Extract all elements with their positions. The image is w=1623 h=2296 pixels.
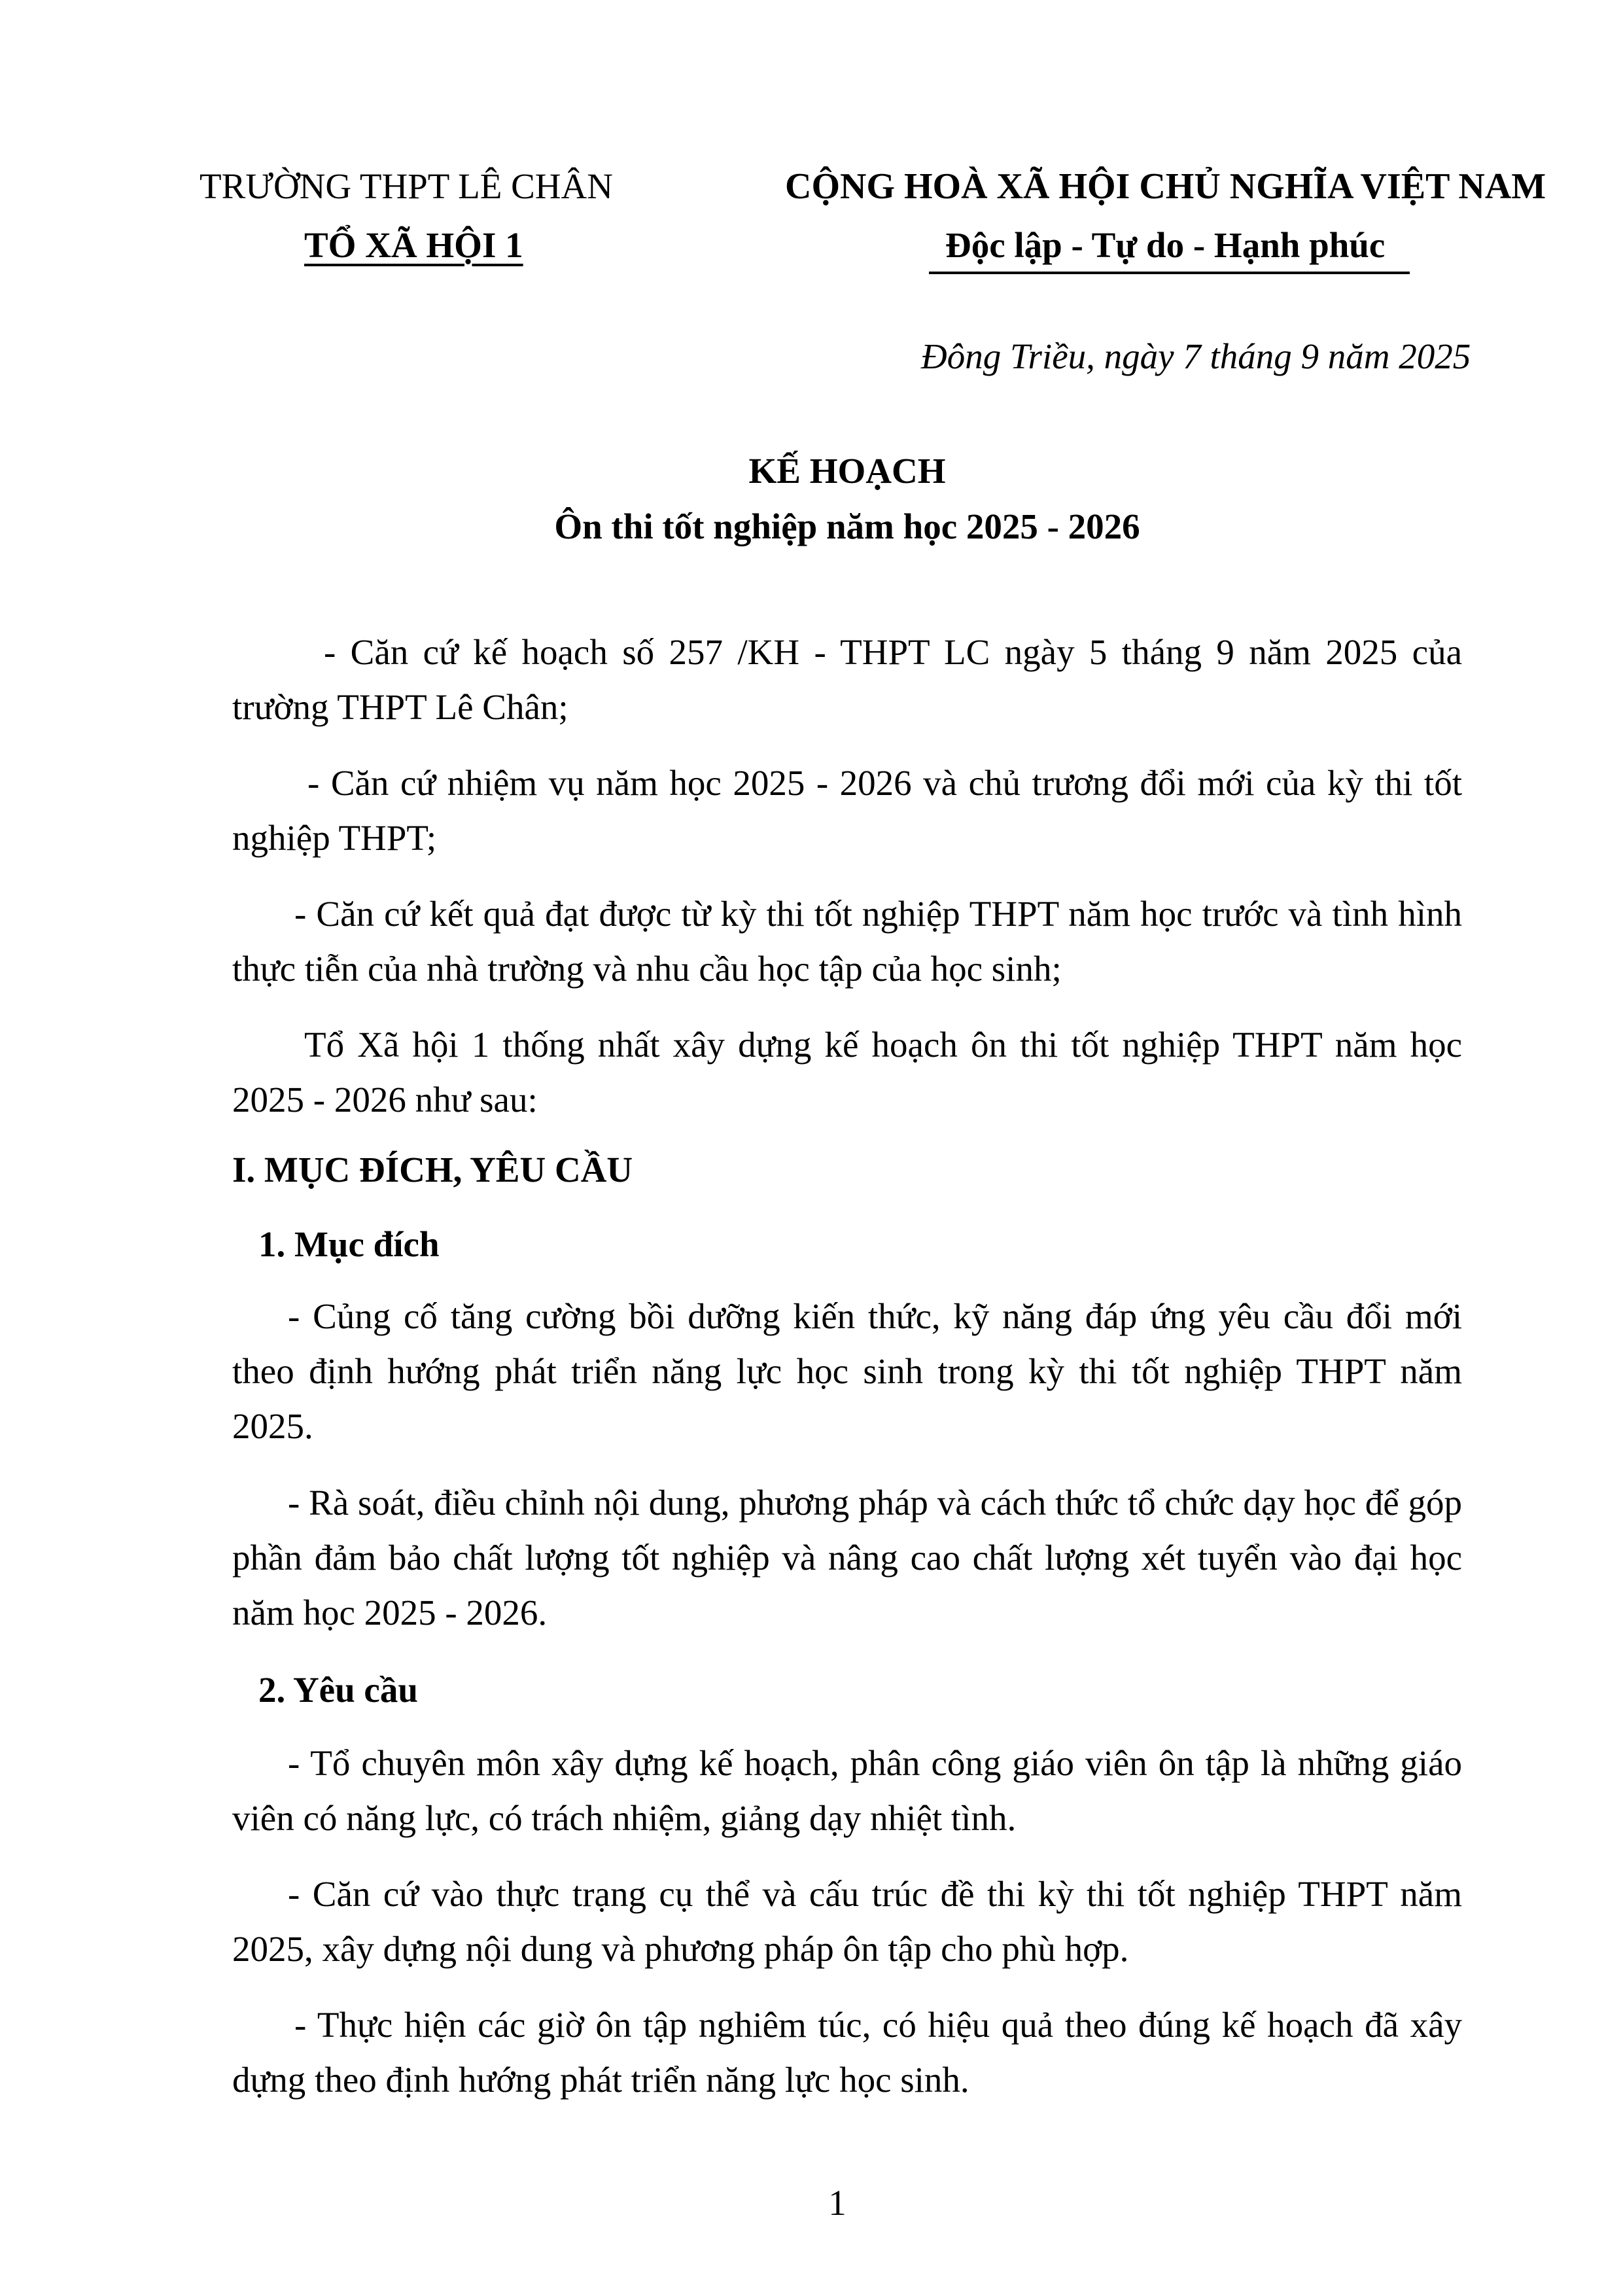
requirement-text-3: - Thực hiện các giờ ôn tập nghiêm túc, có hiệu quả theo đúng kế hoạch đã xây dựng theo định hướng phát triển năng lực học sinh.	[232, 2005, 1462, 2100]
intro-paragraph-1	[232, 625, 1462, 735]
requirement-item-3	[232, 1998, 1462, 2108]
purpose-item-1	[232, 1289, 1462, 1454]
requirement-item-2	[232, 1867, 1462, 1977]
purpose-item-2	[232, 1475, 1462, 1640]
intro-text-2: - Căn cứ nhiệm vụ năm học 2025 - 2026 và chủ trương đổi mới của kỳ thi tốt nghiệp THPT;	[232, 763, 1462, 858]
intro-paragraph-4	[232, 1017, 1462, 1127]
purpose-text-2: - Rà soát, điều chỉnh nội dung, phương pháp và cách thức tổ chức dạy học để góp phần đảm bảo chất lượng tốt nghiệp và nâng cao chất lượng xét tuyển vào đại học năm học 2025 - 2026.	[232, 1483, 1462, 1633]
intro-paragraph-2	[232, 756, 1462, 866]
school-name: TRƯỜNG THPT LÊ CHÂN	[200, 166, 613, 206]
intro-text-4: Tổ Xã hội 1 thống nhất xây dựng kế hoạch ôn thi tốt nghiệp THPT năm học 2025 - 2026 như sau:	[232, 1025, 1462, 1120]
purpose-text-1: - Củng cố tăng cường bồi dưỡng kiến thức, kỹ năng đáp ứng yêu cầu đổi mới theo định hướng phát triển năng lực học sinh trong kỳ thi tốt nghiệp THPT năm 2025.	[232, 1296, 1462, 1446]
document-subtitle: Ôn thi tốt nghiệp năm học 2025 - 2026	[554, 506, 1140, 546]
requirement-text-1: - Tổ chuyên môn xây dựng kế hoạch, phân công giáo viên ôn tập là những giáo viên có năng lực, có trách nhiệm, giảng dạy nhiệt tình.	[232, 1743, 1462, 1838]
place-date: Đông Triều, ngày 7 tháng 9 năm 2025	[921, 336, 1471, 376]
subsection-2-heading: 2. Yêu cầu	[258, 1670, 418, 1710]
document-title: KẾ HOẠCH	[748, 451, 946, 491]
intro-text-1: - Căn cứ kế hoạch số 257 /KH - THPT LC ngày 5 tháng 9 năm 2025 của trường THPT Lê Chân;	[232, 632, 1462, 727]
intro-paragraph-3	[232, 887, 1462, 997]
requirement-text-2: - Căn cứ vào thực trạng cụ thể và cấu trúc đề thi kỳ thi tốt nghiệp THPT năm 2025, xây dựng nội dung và phương pháp ôn tập cho phù hợp.	[232, 1874, 1462, 1969]
section-1-heading: I. MỤC ĐÍCH, YÊU CẦU	[232, 1150, 633, 1190]
department-name: TỔ XÃ HỘI 1	[304, 225, 523, 265]
nation-name: CỘNG HOÀ XÃ HỘI CHỦ NGHĨA VIỆT NAM	[785, 166, 1546, 207]
motto-underline	[929, 272, 1410, 274]
subsection-1-heading: 1. Mục đích	[258, 1224, 440, 1264]
national-motto: Độc lập - Tự do - Hạnh phúc	[945, 225, 1386, 265]
intro-text-3: - Căn cứ kết quả đạt được từ kỳ thi tốt nghiệp THPT năm học trước và tình hình thực tiễn của nhà trường và nhu cầu học tập của học sinh;	[232, 894, 1462, 989]
requirement-item-1	[232, 1736, 1462, 1846]
page-number: 1	[828, 2183, 846, 2223]
